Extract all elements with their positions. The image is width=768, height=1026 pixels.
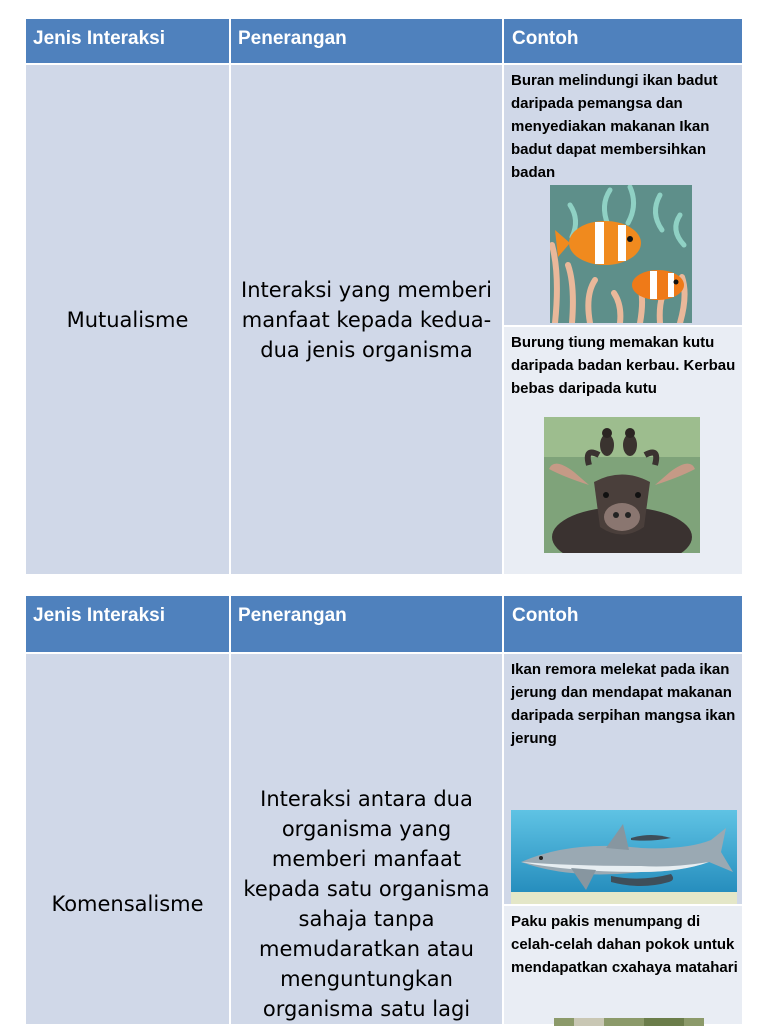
interaction-table-mutualism [26,19,742,574]
table-header [26,596,742,652]
header-jenis-interaksi: Jenis Interaksi [33,605,166,626]
example-text: Buran melindungi ikan badut daripada pemangsa dan menyediakan makanan Ikan badut dapat membersihkan badan [511,72,718,181]
table-header [26,19,742,63]
header-contoh: Contoh [512,28,579,49]
header-penerangan: Penerangan [238,605,347,626]
header-contoh: Contoh [512,605,579,626]
description-cell [231,654,502,1024]
header-penerangan: Penerangan [238,28,347,49]
interaction-table-commensalism [26,596,742,1024]
column-divider [229,596,231,652]
example-text: Paku pakis menumpang di celah-celah dahan pokok untuk mendapatkan cxahaya matahari [511,913,738,976]
example-cell [504,654,742,904]
table-row [26,65,742,574]
buffalo-birds-photo [544,417,700,553]
example-cell [504,906,742,1024]
interaction-description: Interaksi antara dua organisma yang memberi manfaat kepada satu organisma sahaja tanpa memudaratkan atau menguntungkan organisma satu lagi [243,787,490,1021]
column-divider [229,19,231,63]
example-cell [504,65,742,325]
example-text: Ikan remora melekat pada ikan jerung dan mendapat makanan daripada serpihan mangsa ikan jerung [511,661,736,747]
interaction-description: Interaksi yang memberi manfaat kepada kedua-dua jenis organisma [241,277,492,362]
interaction-type-cell [26,65,229,574]
clownfish-anemone-photo [550,185,692,323]
interaction-type: Komensalisme [51,892,204,916]
example-text: Burung tiung memakan kutu daripada badan kerbau. Kerbau bebas daripada kutu [511,334,736,397]
example-cell [504,327,742,574]
shark-remora-photo [511,810,737,904]
interaction-type-cell [26,654,229,1024]
table-row [26,654,742,1024]
fern-photo [554,1018,704,1026]
header-jenis-interaksi: Jenis Interaksi [33,28,166,49]
column-divider [502,19,504,63]
column-divider [502,596,504,652]
interaction-type: Mutualisme [66,307,189,332]
description-cell [231,65,502,574]
